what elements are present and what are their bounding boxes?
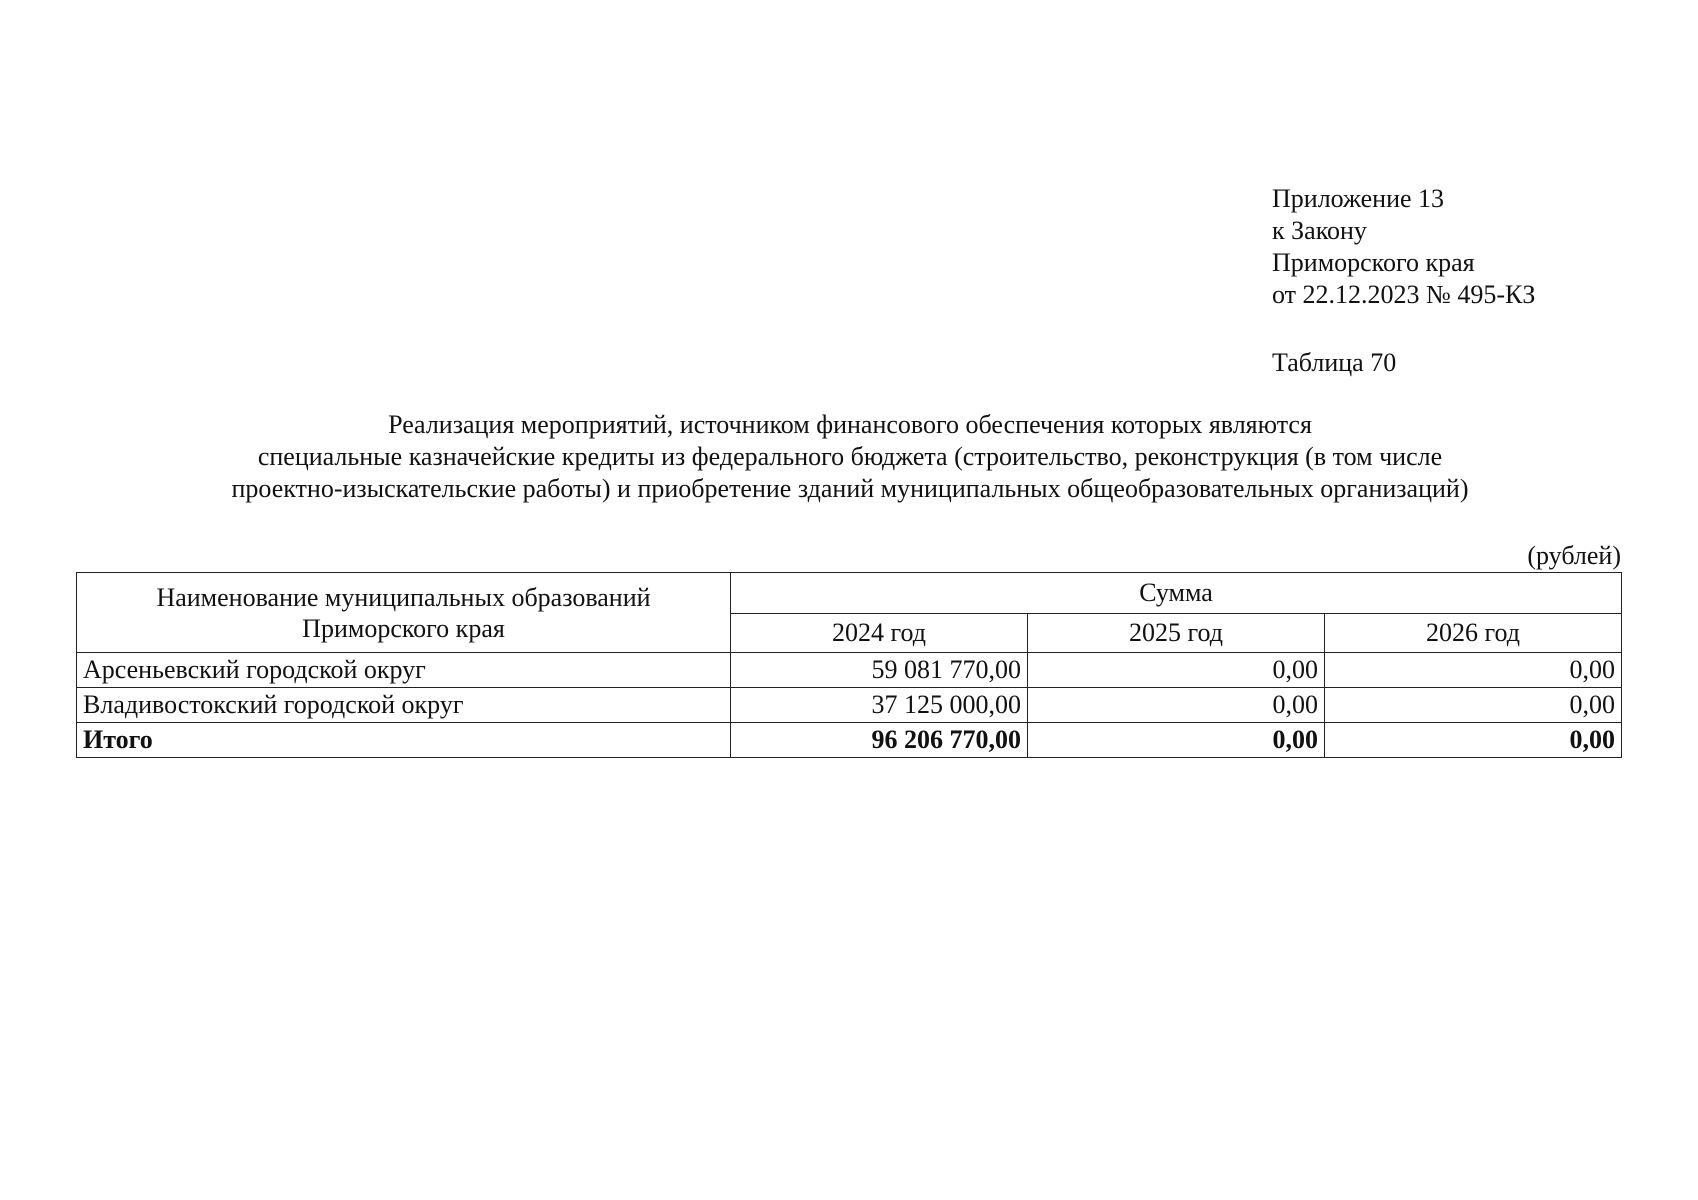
amount-2025: 0,00	[1028, 688, 1325, 723]
amount-2024: 59 081 770,00	[731, 653, 1028, 688]
municipality-name: Владивостокский городской округ	[77, 688, 731, 723]
document-title	[70, 409, 1630, 505]
appendix-line: Приложение 13	[1272, 184, 1445, 213]
municipality-header-line: Приморского края	[302, 613, 505, 643]
amount-2024: 37 125 000,00	[731, 688, 1028, 723]
appendix-reference	[1272, 183, 1535, 311]
total-row	[77, 723, 1622, 758]
municipality-header-line: Наименование муниципальных образований	[156, 582, 651, 612]
total-label: Итого	[77, 723, 731, 758]
appendix-line: Приморского края	[1272, 248, 1475, 277]
budget-table	[76, 572, 1622, 758]
municipality-name: Арсеньевский городской округ	[77, 653, 731, 688]
appendix-line: от 22.12.2023 № 495-КЗ	[1272, 280, 1536, 309]
units-label: (рублей)	[1527, 541, 1621, 570]
amount-2026: 0,00	[1325, 688, 1622, 723]
year-header-2025: 2025 год	[1028, 614, 1325, 653]
total-2024: 96 206 770,00	[731, 723, 1028, 758]
municipality-column-header	[77, 573, 731, 653]
title-line: специальные казначейские кредиты из федерального бюджета (строительство, реконструкция (в том числе	[257, 442, 1443, 471]
total-2025: 0,00	[1028, 723, 1325, 758]
title-line: Реализация мероприятий, источником финансового обеспечения которых являются	[388, 410, 1312, 439]
amount-2026: 0,00	[1325, 653, 1622, 688]
amount-2025: 0,00	[1028, 653, 1325, 688]
title-line: проектно-изыскательские работы) и приобретение зданий муниципальных общеобразовательных организаций)	[231, 474, 1469, 503]
table-row	[77, 688, 1622, 723]
appendix-line: к Закону	[1272, 216, 1367, 245]
sum-column-header: Сумма	[731, 573, 1622, 614]
table-number: Таблица 70	[1272, 348, 1397, 377]
year-header-2024: 2024 год	[731, 614, 1028, 653]
header-row	[77, 573, 1622, 614]
year-header-2026: 2026 год	[1325, 614, 1622, 653]
table-row	[77, 653, 1622, 688]
total-2026: 0,00	[1325, 723, 1622, 758]
